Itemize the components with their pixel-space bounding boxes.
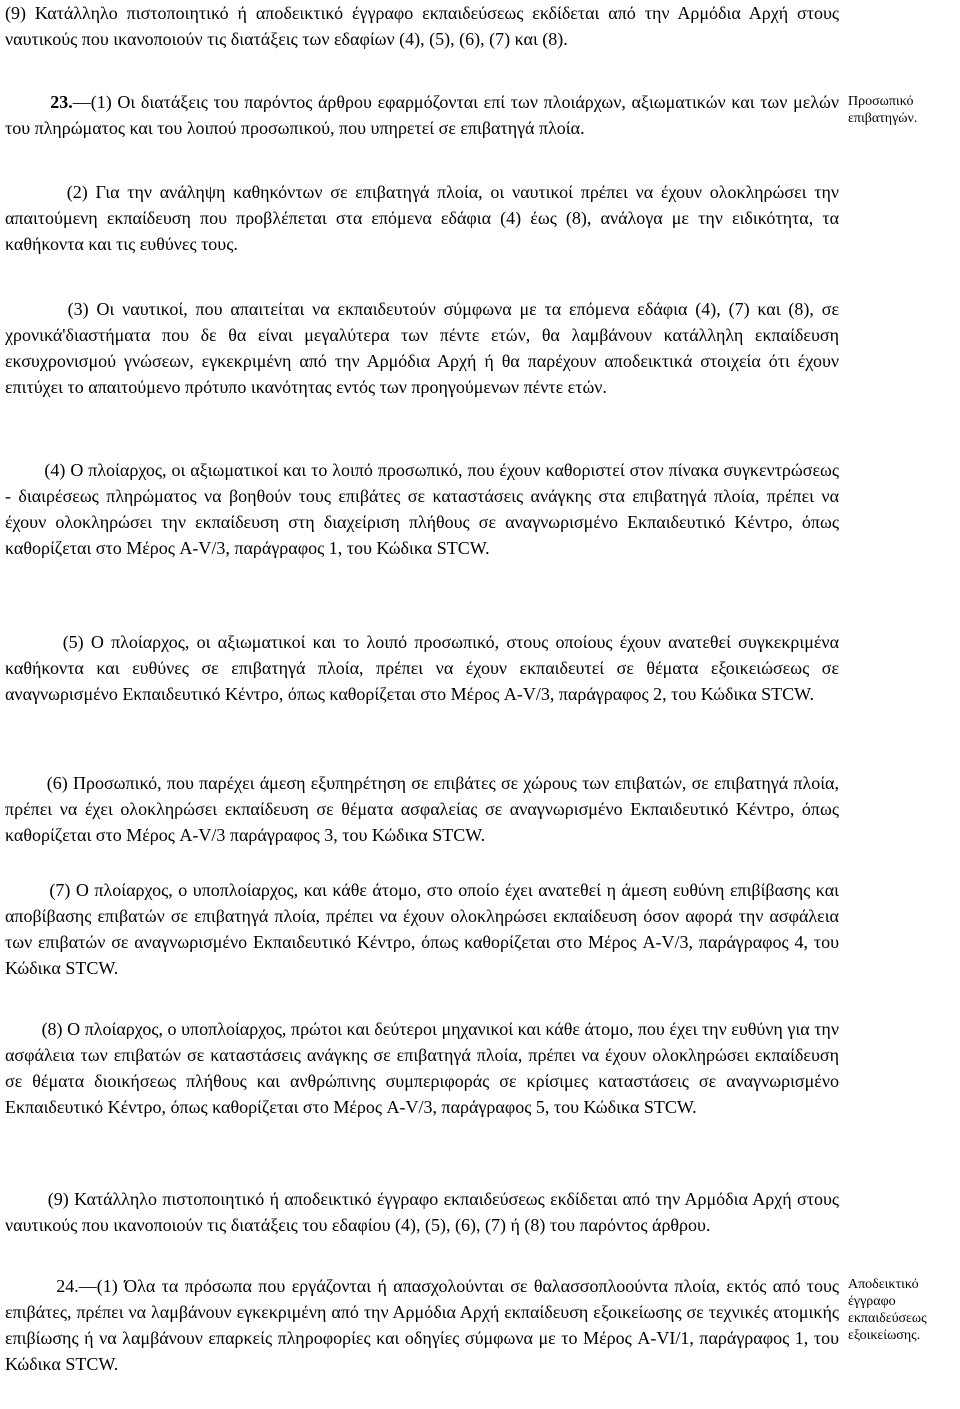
paragraph-23-2-text: (2) Για την ανάληψη καθηκόντων σε επιβατηγά πλοία, οι ναυτικοί πρέπει να έχουν ολοκληρώσει την απαιτούμενη εκπαίδευση που προβλέπεται στα επόμενα εδάφια (4) έως (8), ανάλογα με την ειδικότητα, τα καθήκοντα και τις ευθύνες τους. xyxy=(5,182,840,254)
paragraph-23-4-text: (4) Ο πλοίαρχος, οι αξιωματικοί και το λοιπό προσωπικό, που έχουν καθοριστεί στον πίνακα συγκεντρώσεως - διαιρέσεως πληρώματος να βοηθούν τους επιβάτες σε καταστάσεις ανάγκης στα επιβατηγά πλοία, πρέπει να έχουν ολοκληρώσει την εκπαίδευση στη διαχείριση πλήθους σε αναγνωρισμένο Εκπαιδευτικό Κέντρο, όπως καθορίζεται στο Μέρος A-V/3, παράγραφος 1, του Κώδικα STCW. xyxy=(5,460,839,558)
paragraph-23-8 xyxy=(5,1016,839,1120)
paragraph-23-3 xyxy=(5,296,839,400)
paragraph-23-5 xyxy=(5,629,839,707)
paragraph-23-4 xyxy=(5,457,839,561)
paragraph-24-1 xyxy=(5,1273,839,1377)
paragraph-23-3-text: (3) Οι ναυτικοί, που απαιτείται να εκπαιδευτούν σύμφωνα με τα επόμενα εδάφια (4), (7) και (8), σε χρονικά'διαστήματα που δε θα είναι μεγαλύτερα των πέντε ετών, θα λαμβάνουν κατάλληλη εκπαίδευση εκσυχρονισμού γνώσεων, εγκεκριμένη από την Αρμόδια Αρχή ή θα παρέχουν αποδεικτικά στοιχεία ότι έχουν επιτύχει το απαιτούμενο πρότυπο ικανότητας εντός των προηγούμενων πέντε ετών. xyxy=(5,299,839,397)
paragraph-24-1-text: 24.—(1) Όλα τα πρόσωπα που εργάζονται ή απασχολούνται σε θαλασσοπλοούντα πλοία, εκτός από τους επιβάτες, πρέπει να λαμβάνουν εγκεκριμένη από την Αρμόδια Αρχή εκπαίδευση εξοικείωσης σε τεχνικές ατομικής επιβίωσης ή να λαμβάνουν επαρκείς πληροφορίες και οδηγίες σύμφωνα με το Μέρος A-VI/1, παράγραφος 1, του Κώδικα STCW. xyxy=(5,1276,840,1374)
paragraph-9-previous: (9) Κατάλληλο πιστοποιητικό ή αποδεικτικό έγγραφο εκπαιδεύσεως εκδίδεται από την Αρμόδια Αρχή στους ναυτικούς που ικανοποιούν τις διατάξεις των εδαφίων (4), (5), (6), (7) και (8). xyxy=(5,3,839,49)
paragraph-23-1 xyxy=(5,89,839,141)
paragraph-23-6-text: (6) Προσωπικό, που παρέχει άμεση εξυπηρέτηση σε επιβάτες σε χώρους των επιβατών, σε επιβατηγά πλοία, πρέπει να έχει ολοκληρώσει εκπαίδευση σε θέματα ασφαλείας σε αναγνωρισμένο Εκπαιδευτικό Κέντρο, όπως καθορίζεται στο Μέρος A-V/3 παράγραφος 3, του Κώδικα STCW. xyxy=(5,773,839,845)
article-number-23: 23. xyxy=(50,92,73,112)
paragraph-23-7 xyxy=(5,877,839,981)
paragraph-23-2 xyxy=(5,179,839,257)
paragraph-23-9 xyxy=(5,1186,839,1238)
paragraph-23-5-text: (5) Ο πλοίαρχος, οι αξιωματικοί και το λοιπό προσωπικό, στους οποίους έχουν ανατεθεί συγκεκριμένα καθήκοντα και ευθύνες σε επιβατηγά πλοία, πρέπει να έχουν εκπαιδευτεί σε θέματα εξοικειώσεως σε αναγνωρισμένο Εκπαιδευτικό Κέντρο, όπως καθορίζεται στο Μέρος A-V/3, παράγραφος 2, του Κώδικα STCW. xyxy=(5,632,840,704)
paragraph-23-1-text: —(1) Οι διατάξεις του παρόντος άρθρου εφαρμόζονται επί των πλοιάρχων, αξιωματικών και των μελών του πληρώματος και του λοιπού προσωπικού, που υπηρετεί σε επιβατηγά πλοία. xyxy=(5,92,839,138)
paragraph-23-7-text: (7) Ο πλοίαρχος, ο υποπλοίαρχος, και κάθε άτομο, στο οποίο έχει ανατεθεί η άμεση ευθύνη επιβίβασης και αποβίβασης επιβατών σε επιβατηγά πλοία, πρέπει να έχουν ολοκληρώσει εκπαίδευση όσον αφορά την ασφάλεια των επιβατών σε αναγνωρισμένο Εκπαιδευτικό Κέντρο, όπως καθορίζεται στο Μέρος A-V/3, παράγραφος 4, του Κώδικα STCW. xyxy=(5,880,839,978)
paragraph-23-8-text: (8) Ο πλοίαρχος, ο υποπλοίαρχος, πρώτοι και δεύτεροι μηχανικοί και κάθε άτομο, που έχει την ευθύνη για την ασφάλεια των επιβατών σε καταστάσεις ανάγκης σε επιβατηγά πλοία, πρέπει να έχουν ολοκληρώσει εκπαίδευση σε θέματα διοικήσεως πλήθους και ανθρώπινης συμπεριφοράς σε κρίσιμες καταστάσεις σε αναγνωρισμένο Εκπαιδευτικό Κέντρο, όπως καθορίζεται στο Μέρος A-V/3, παράγραφος 5, του Κώδικα STCW. xyxy=(5,1019,839,1117)
margin-note-article-24: Αποδεικτικό έγγραφο εκπαιδεύσεως εξοικείωσης. xyxy=(848,1277,927,1343)
paragraph-23-9-text: (9) Κατάλληλο πιστοποιητικό ή αποδεικτικό έγγραφο εκπαιδεύσεως εκδίδεται από την Αρμόδια Αρχή στους ναυτικούς που ικανοποιούν τις διατάξεις του εδαφίου (4), (5), (6), (7) ή (8) του παρόντος άρθρου. xyxy=(5,1189,840,1235)
margin-note-article-23: Προσωπικό επιβατηγών. xyxy=(848,94,918,126)
paragraph-23-6 xyxy=(5,770,839,848)
